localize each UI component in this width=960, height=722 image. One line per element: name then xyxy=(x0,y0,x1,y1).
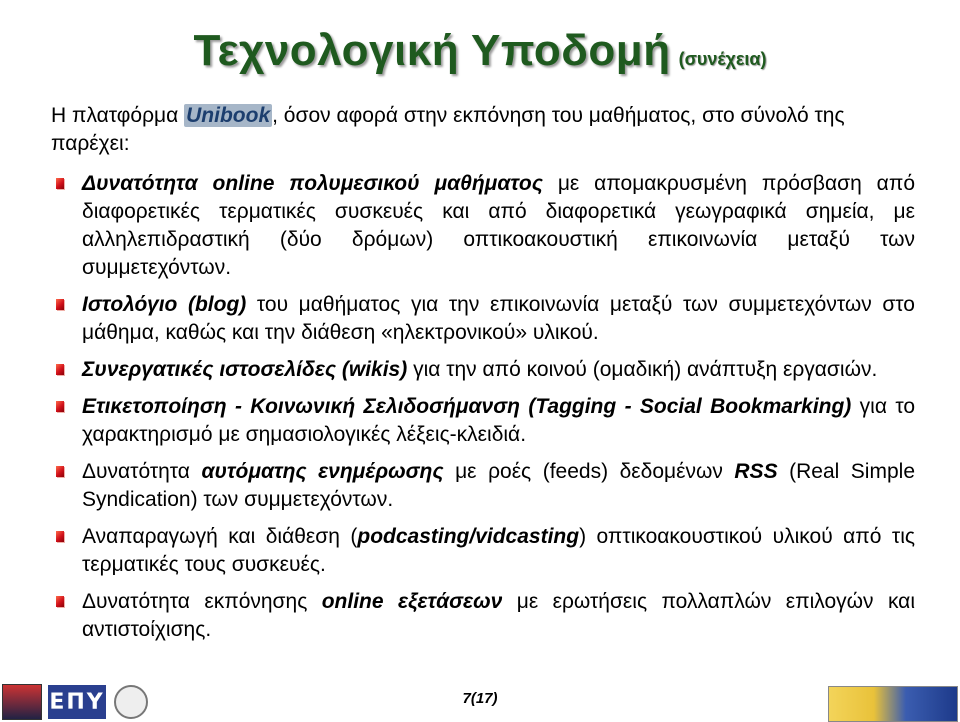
item-text: με ερωτήσεις πολλαπλών επιλογών και αντιστοίχισης. xyxy=(82,590,915,641)
item-text: (Real Simple Syndication) των συμμετεχόντων. xyxy=(82,460,915,511)
item-pre: Δυνατότητα xyxy=(82,460,202,483)
list-item xyxy=(51,458,915,514)
item-bold: podcasting/vidcasting xyxy=(357,525,580,548)
item-mid: με ροές (feeds) δεδομένων xyxy=(443,460,735,483)
item-text: για την από κοινού (ομαδική) ανάπτυξη εργασιών. xyxy=(407,358,878,381)
bullet-icon xyxy=(56,299,64,310)
bullet-icon xyxy=(56,364,64,375)
intro-post: , όσον αφορά στην εκπόνηση του μαθήματος, στο σύνολό της παρέχει: xyxy=(51,104,845,155)
feature-list xyxy=(51,170,915,653)
list-item xyxy=(51,588,915,644)
slide-title: Τεχνολογική Υποδομή xyxy=(193,26,671,75)
epy-logo: ΕΠΥ xyxy=(48,685,106,719)
list-item xyxy=(51,291,915,347)
item-pre: Δυνατότητα εκπόνησης xyxy=(82,590,322,613)
list-item xyxy=(51,170,915,282)
item-bold: αυτόματης ενημέρωσης xyxy=(201,460,444,483)
intro-paragraph xyxy=(51,102,915,158)
list-item xyxy=(51,356,915,384)
bullet-icon xyxy=(56,466,64,477)
item-bold: Συνεργατικές ιστοσελίδες (wikis) xyxy=(82,358,408,381)
item-text: με απομακρυσμένη πρόσβαση από διαφορετικές τερματικές συσκευές και από διαφορετικά γεωγραφικά σημεία, με αλληλεπιδραστική (δύο δρόμων) οπτικοακουστική επικοινωνία μεταξύ των συμμετεχόντων. xyxy=(82,172,915,279)
bullet-icon xyxy=(56,401,64,412)
item-text: ) οπτικοακουστικού υλικού από τις τερματικές τους συσκευές. xyxy=(82,525,915,576)
item-pre: Αναπαραγωγή και διάθεση ( xyxy=(82,525,358,548)
item-bold: Ετικετοποίηση - Κοινωνική Σελιδοσήμανση (Tagging - Social Bookmarking) xyxy=(82,395,852,418)
list-item xyxy=(51,523,915,579)
slide-title-block xyxy=(0,26,960,76)
item-bold: Δυνατότητα online πολυμεσικού μαθήματος xyxy=(82,172,543,195)
intro-pre: Η πλατφόρμα xyxy=(51,104,185,127)
conference-banner-logo xyxy=(828,686,958,722)
slide-subtitle: (συνέχεια) xyxy=(678,49,767,69)
bullet-icon xyxy=(56,178,64,189)
item-text: του μαθήματος για την επικοινωνία μεταξύ των συμμετεχόντων στο μάθημα, καθώς και την διάθεση «ηλεκτρονικού» υλικού. xyxy=(82,293,915,344)
item-bold-2: RSS xyxy=(734,460,778,483)
page-number: 7(17) xyxy=(462,690,498,707)
item-bold: Ιστολόγιο (blog) xyxy=(82,293,247,316)
item-bold: online εξετάσεων xyxy=(321,590,503,613)
bullet-icon xyxy=(56,596,64,607)
unibook-highlight: Unibook xyxy=(186,104,271,127)
list-item xyxy=(51,393,915,449)
bullet-icon xyxy=(56,531,64,542)
item-text: για το χαρακτηρισμό με σημασιολογικές λέξεις-κλειδιά. xyxy=(82,395,915,446)
